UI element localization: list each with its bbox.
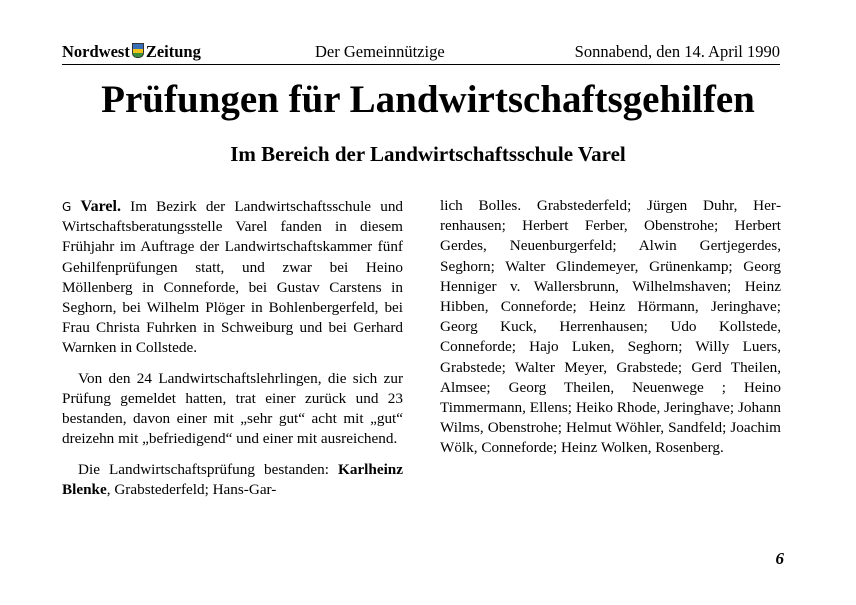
paragraph-1-text: Im Bezirk der Landwirtschaftsschule und Wirtschaftsberatungsstelle Varel fanden in diesem Frühjahr im Auftrage der Landwirtschaftskammer fünf Gehilfenprüfungen statt, und zwar bei Heino Möllenberg in Conneforde, bei Gustav Carstens in Seghorn, bei Wilhelm Plöger in Bohlenbergerfeld, bei Frau Christa Fuhrken in Schweiburg und bei Gerhard Warnken in Collstede. (62, 198, 404, 357)
section-title: Der Gemeinnützige (315, 42, 445, 61)
newspaper-name-left: Nordwest (62, 42, 130, 61)
paragraph-3-intro: Die Landwirtschaftsprüfung bestanden: (78, 460, 339, 478)
page-number: 6 (775, 549, 784, 568)
dateline-place: Varel. (80, 198, 121, 215)
article-headline: Prüfungen für Landwirtschaftsgehilfen (101, 78, 755, 121)
article-paragraph-3 (62, 460, 403, 500)
newspaper-name (62, 42, 201, 62)
first-graduate-name: Karlheinz Blenke (62, 460, 403, 499)
graduates-list: lich Bolles. Grabstederfeld; Jürgen Duhr, Herrenhausen; Herbert Ferber, Obenstrohe; Herbert Gerdes, Neuenburgerfeld; Alwin Gertjegerdes, Seghorn; Walter Glindemeyer, Grünenkamp; Georg Henniger v. Wallersbrunn, Wilhelmshaven; Heinz Hibben, Conneforde; Heinz Hörmann, Jeringhave; Georg Kuck, Herrenhausen; Udo Kollstede, Conneforde; Hajo Luken, Seghorn; Willy Luers, Grabstede; Walter Meyer, Grabstede; Gerd Theilen, Almsee; Georg Theilen, Neuenwege ; Heino Timmermann, Ellens; Heiko Rhode, Jeringhave; Johann Wilms, Obenstrohe; Helmut Wöhler, Sandfeld; Joachim Wölk, Conneforde; Heinz Wolken, Rosenberg. (440, 197, 781, 457)
article-paragraph-1 (62, 197, 403, 359)
article-column-left (62, 197, 403, 500)
masthead (62, 42, 780, 65)
coat-of-arms-icon (132, 43, 144, 58)
issue-date: Sonnabend, den 14. April 1990 (574, 42, 780, 61)
article-paragraph-2: Von den 24 Landwirtschaftslehrlingen, die sich zur Prüfung gemeldet hatten, trat einer zurück und 23 bestanden, davon einer mit „sehr gut“ acht mit „gut“ dreizehn mit „befriedigend“ und einer mit ausreichend. (62, 369, 403, 448)
article-subheadline: Im Bereich der Landwirtschaftsschule Varel (230, 142, 626, 166)
newspaper-name-right: Zeitung (145, 42, 201, 61)
paragraph-3-text-left: , Grabstederfeld; Hans-Gar- (106, 481, 277, 499)
article-column-right (440, 196, 781, 459)
dateline-letter: G (62, 200, 72, 214)
